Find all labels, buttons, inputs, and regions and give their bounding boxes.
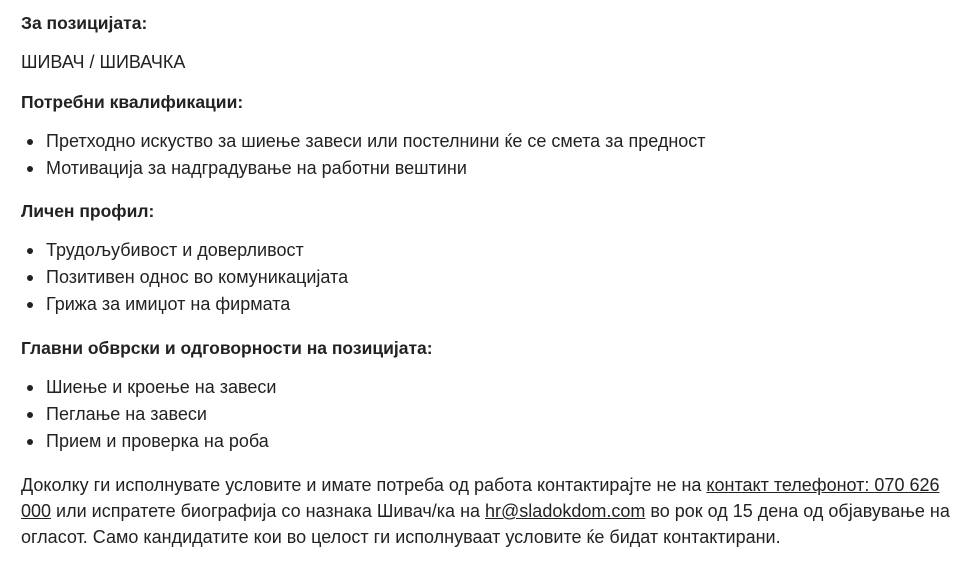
list-item: Шиење и кроење на завеси bbox=[21, 374, 961, 401]
contact-text-end: во рок од 15 дена од објавување на огласот. Само кандидатите кои во целост ги исполнуваат условите ќе бидат контактирани. bbox=[21, 501, 950, 547]
list-item: Прием и проверка на роба bbox=[21, 428, 961, 455]
profile-list bbox=[21, 237, 961, 318]
list-item: Трудољубивост и доверливост bbox=[21, 237, 961, 264]
qualifications-heading: Потребни квалификации: bbox=[21, 92, 244, 112]
position-heading: За позицијата: bbox=[21, 13, 148, 33]
list-item: Позитивен однос во комуникацијата bbox=[21, 264, 961, 291]
list-item: Пеглање на завеси bbox=[21, 401, 961, 428]
profile-heading: Личен профил: bbox=[21, 201, 155, 221]
qualifications-list bbox=[21, 128, 961, 182]
phone-link[interactable]: контакт телефонот: 070 626 000 bbox=[21, 475, 940, 521]
duties-heading: Главни обврски и одговорности на позицијата: bbox=[21, 338, 433, 358]
contact-text-intro: Доколку ги исполнувате условите и имате потреба од работа контактирајте не на bbox=[21, 475, 707, 495]
list-item: Грижа за имиџот на фирмата bbox=[21, 291, 961, 318]
duties-list bbox=[21, 374, 961, 455]
position-title: ШИВАЧ / ШИВАЧКА bbox=[21, 52, 186, 72]
contact-paragraph bbox=[21, 472, 956, 550]
email-link[interactable]: hr@sladokdom.com bbox=[485, 501, 646, 521]
list-item: Мотивација за надградување на работни вештини bbox=[21, 155, 961, 182]
list-item: Претходно искуство за шиење завеси или постелнини ќе се смета за предност bbox=[21, 128, 961, 155]
contact-text-middle: или испратете биографија со назнака Шивач/ка на bbox=[51, 501, 486, 521]
